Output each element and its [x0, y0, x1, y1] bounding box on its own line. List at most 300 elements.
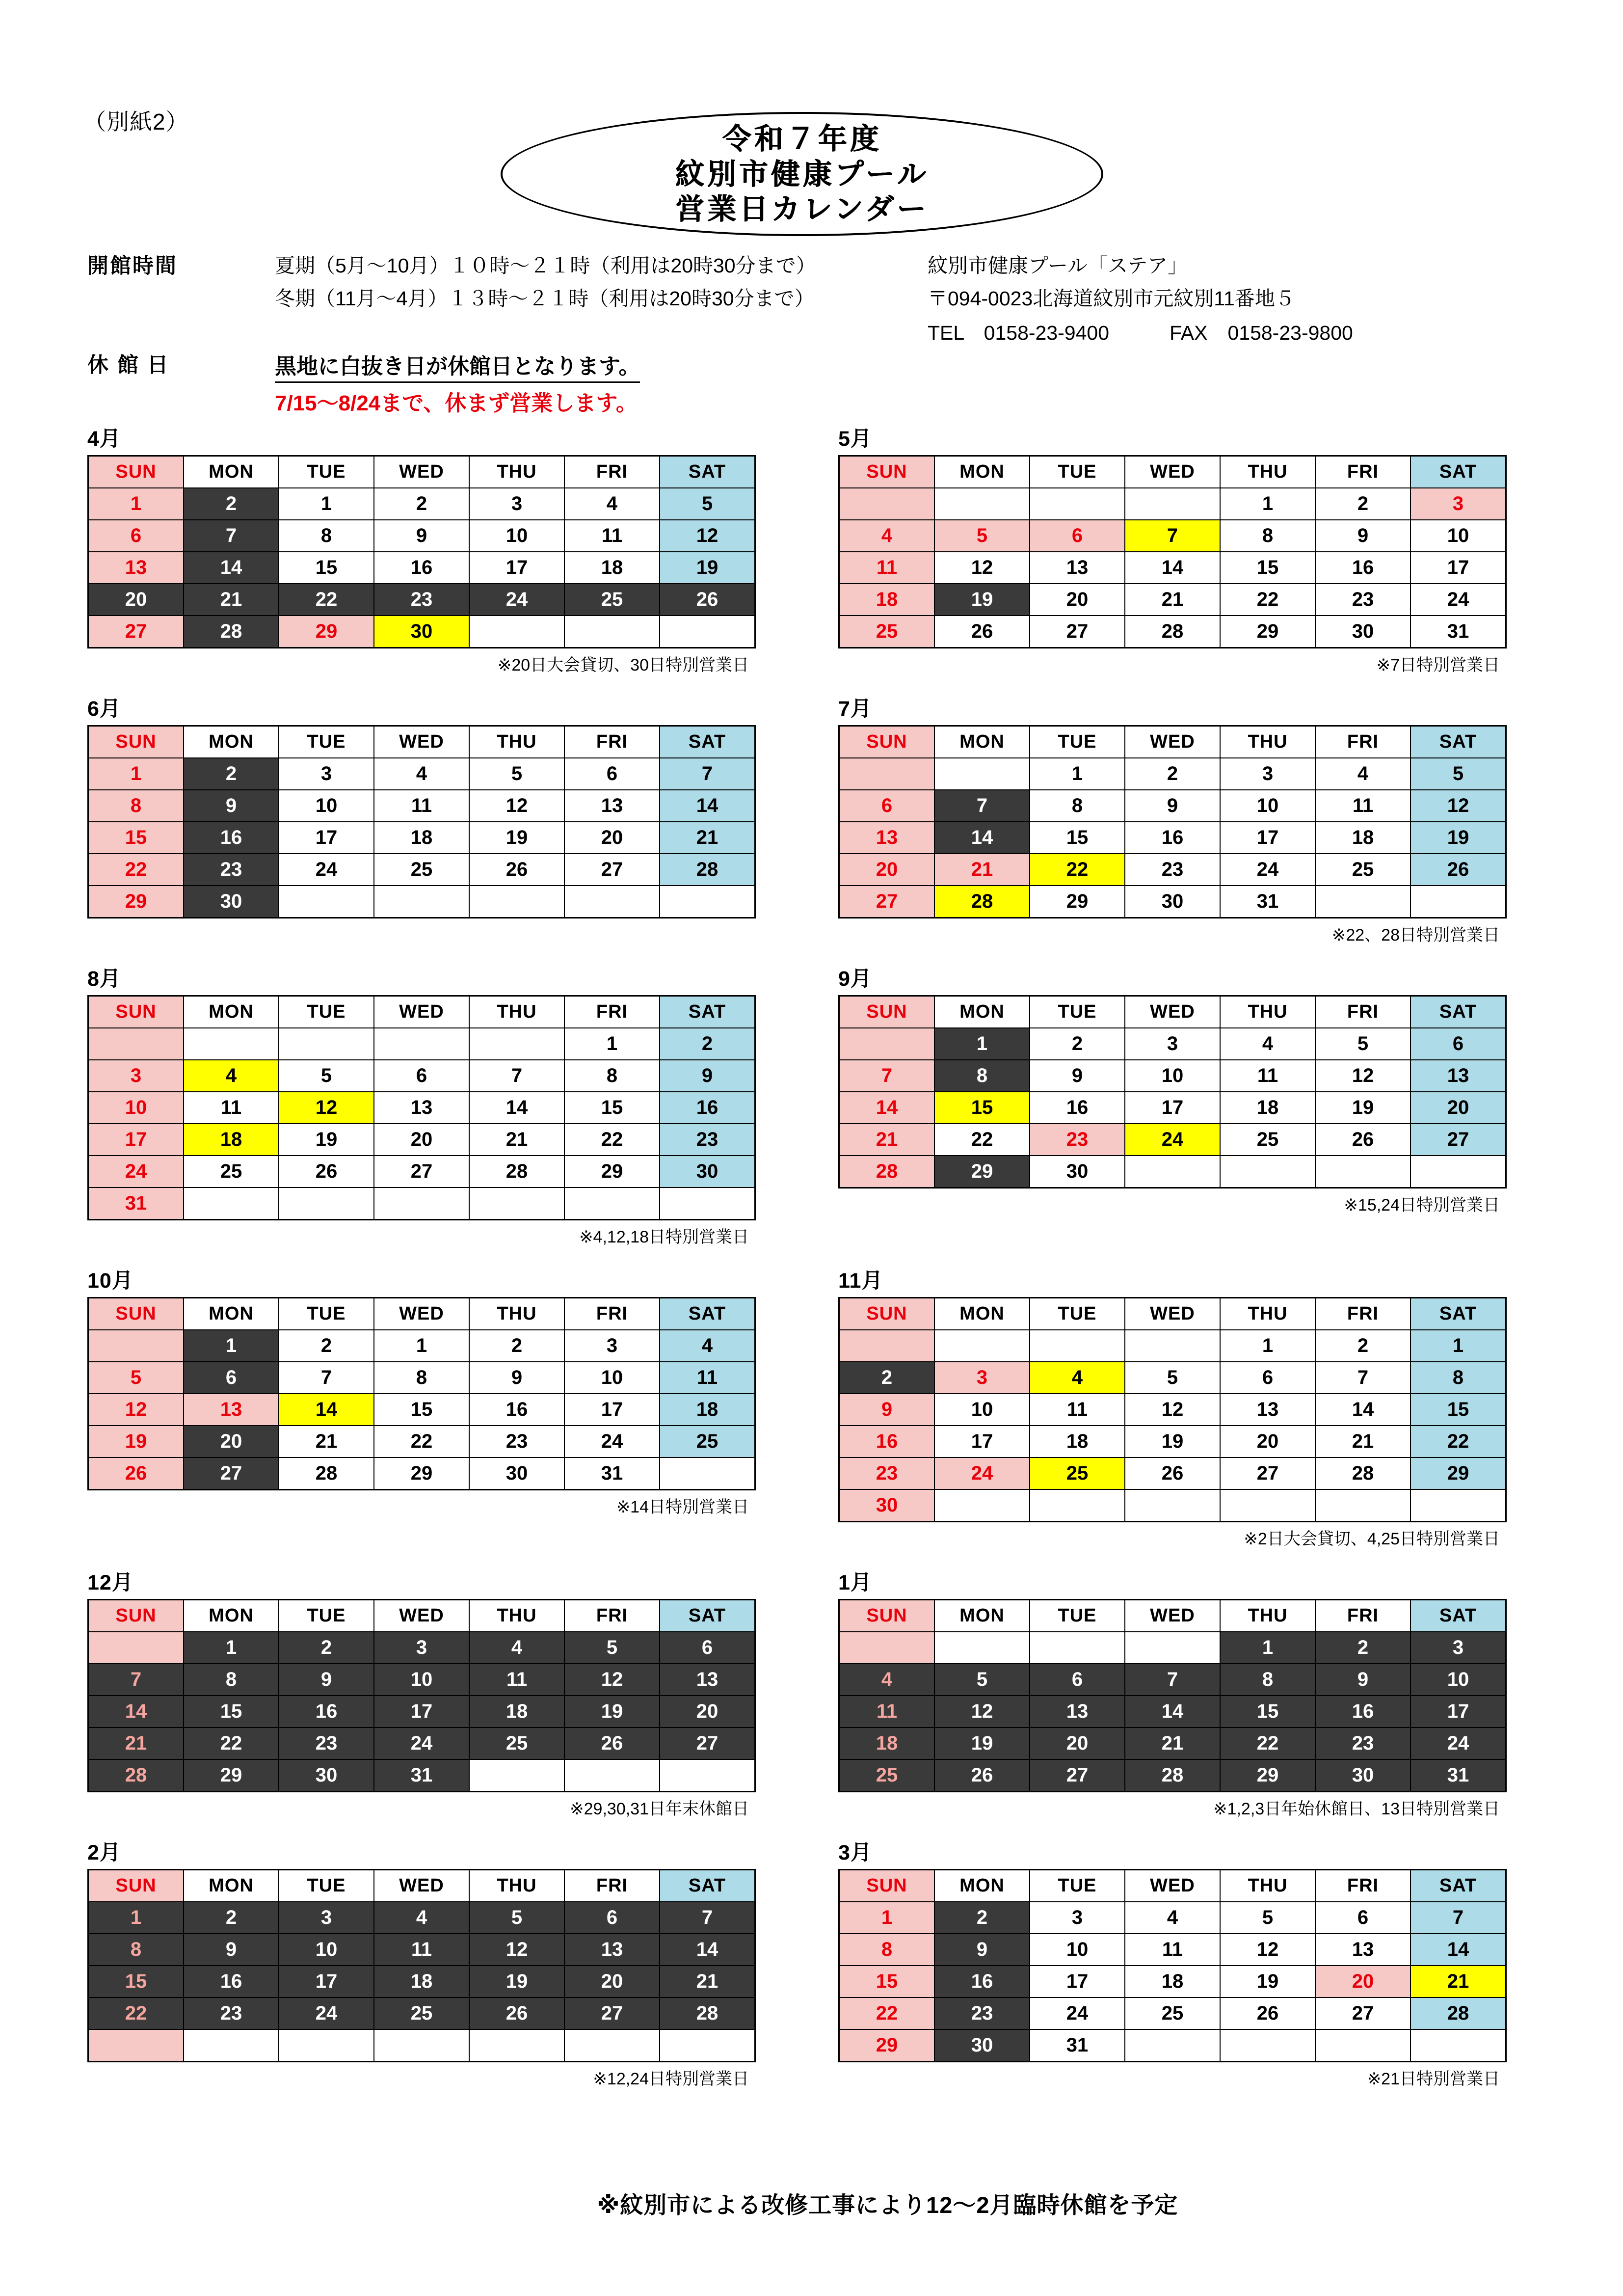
calendar-day-cell: 14 [660, 790, 755, 822]
calendar-day-cell: 11 [1030, 1394, 1125, 1426]
calendar-day-cell: 28 [1410, 1998, 1506, 2029]
calendar-week-row [88, 520, 755, 552]
weekday-header-sat: SAT [660, 1600, 755, 1632]
calendar-note: ※21日特別営業日 [1367, 2070, 1500, 2088]
weekday-header-sun: SUN [88, 996, 184, 1028]
calendar-day-cell: 20 [88, 584, 184, 616]
calendar-week-row [839, 1458, 1506, 1489]
calendar-day-cell: 27 [660, 1728, 755, 1759]
calendar-day-cell: 18 [660, 1394, 755, 1426]
weekday-header-fri: FRI [564, 1600, 660, 1632]
calendar-day-cell: 28 [839, 1156, 935, 1188]
calendar-day-cell: 30 [374, 616, 469, 648]
calendar-day-cell: 22 [1410, 1426, 1506, 1458]
open-hours-winter: 冬期（11月～4月）１３時～２１時（利用は20時30分まで） [275, 287, 815, 310]
calendar-day-cell: 5 [88, 1362, 184, 1394]
calendar-day-cell [839, 1632, 935, 1664]
calendar-day-cell: 3 [1410, 488, 1506, 520]
calendar-week-row [88, 1458, 755, 1490]
calendar-day-cell [469, 616, 564, 648]
calendar-week-row [839, 886, 1506, 918]
calendar-day-cell: 7 [279, 1362, 374, 1394]
calendar-day-cell: 8 [1410, 1362, 1506, 1394]
calendar-week-row [839, 1028, 1506, 1060]
calendar-day-cell: 18 [374, 1966, 469, 1998]
calendar-day-cell: 22 [934, 1124, 1030, 1156]
weekday-header-fri: FRI [1315, 1870, 1410, 1902]
calendar-header-row [88, 456, 755, 488]
calendar-day-cell: 13 [1220, 1394, 1315, 1426]
calendar-day-cell: 1 [374, 1330, 469, 1362]
calendar-day-cell: 23 [1125, 854, 1220, 886]
calendar-day-cell: 26 [934, 616, 1030, 648]
calendar-table [838, 455, 1507, 648]
calendar-column-left [0, 1836, 811, 2089]
calendar-day-cell: 30 [469, 1458, 564, 1490]
calendar-day-cell: 20 [564, 1966, 660, 1998]
calendar-day-cell: 12 [660, 520, 755, 552]
calendar-day-cell: 9 [1315, 1664, 1410, 1696]
calendar-column-right [811, 422, 1623, 675]
calendar-table [838, 995, 1507, 1189]
calendar-day-cell: 28 [1315, 1458, 1410, 1489]
calendar-day-cell: 27 [88, 616, 184, 648]
calendar-day-cell: 22 [1220, 1728, 1315, 1759]
calendar-day-cell: 19 [1125, 1426, 1220, 1458]
weekday-header-fri: FRI [564, 996, 660, 1028]
calendar-day-cell: 1 [564, 1028, 660, 1060]
calendar-day-cell: 12 [469, 1934, 564, 1966]
calendar-day-cell [1410, 886, 1506, 918]
calendar-table [838, 1599, 1507, 1792]
calendar-column-left [0, 962, 811, 1247]
calendar-area [0, 422, 1623, 2106]
calendar-block-7月 [838, 692, 1501, 945]
calendar-day-cell: 20 [1030, 1728, 1125, 1759]
calendar-day-cell: 16 [1125, 822, 1220, 854]
calendar-day-cell: 14 [469, 1092, 564, 1124]
weekday-header-fri: FRI [1315, 726, 1410, 758]
calendar-day-cell: 26 [1410, 854, 1506, 886]
calendar-day-cell: 2 [184, 1902, 279, 1934]
calendar-day-cell: 21 [1410, 1966, 1506, 1998]
calendar-day-cell [1315, 886, 1410, 918]
calendar-day-cell [469, 1028, 564, 1060]
calendar-week-row [88, 790, 755, 822]
calendar-row [0, 1566, 1623, 1819]
calendar-day-cell [279, 1188, 374, 1220]
calendar-day-cell: 18 [374, 822, 469, 854]
weekday-header-sat: SAT [1410, 996, 1506, 1028]
calendar-day-cell [934, 1632, 1030, 1664]
calendar-day-cell [1315, 2029, 1410, 2062]
calendar-day-cell: 11 [469, 1664, 564, 1696]
row-spacer [0, 1549, 1623, 1566]
calendar-day-cell: 4 [564, 488, 660, 520]
calendar-day-cell: 19 [934, 1728, 1030, 1759]
calendar-day-cell: 11 [1220, 1060, 1315, 1092]
calendar-day-cell: 4 [1125, 1902, 1220, 1934]
calendar-column-left [0, 1264, 811, 1549]
calendar-day-cell: 16 [374, 552, 469, 584]
calendar-week-row [839, 1060, 1506, 1092]
calendar-day-cell [1315, 1156, 1410, 1188]
calendar-day-cell: 6 [184, 1362, 279, 1394]
month-label: 8月 [87, 967, 121, 991]
calendar-day-cell: 26 [88, 1458, 184, 1490]
open-hours-summer: 夏期（5月～10月）１０時～２１時（利用は20時30分まで） [275, 254, 816, 277]
weekday-header-sat: SAT [1410, 1870, 1506, 1902]
weekday-header-wed: WED [374, 1870, 469, 1902]
weekday-header-sat: SAT [660, 726, 755, 758]
calendar-day-cell: 6 [660, 1632, 755, 1664]
calendar-day-cell: 13 [1030, 1696, 1125, 1728]
calendar-day-cell: 2 [184, 488, 279, 520]
calendar-day-cell: 2 [374, 488, 469, 520]
calendar-day-cell: 1 [279, 488, 374, 520]
month-label: 1月 [838, 1571, 872, 1594]
calendar-day-cell: 27 [564, 854, 660, 886]
calendar-day-cell: 30 [279, 1759, 374, 1792]
calendar-week-row [88, 584, 755, 616]
calendar-day-cell: 4 [1315, 758, 1410, 790]
calendar-day-cell: 3 [1030, 1902, 1125, 1934]
calendar-day-cell: 15 [934, 1092, 1030, 1124]
calendar-day-cell [839, 1330, 935, 1362]
calendar-day-cell: 11 [839, 1696, 935, 1728]
calendar-day-cell [1030, 1489, 1125, 1522]
calendar-week-row [839, 790, 1506, 822]
calendar-day-cell: 12 [934, 1696, 1030, 1728]
calendar-header-row [839, 456, 1506, 488]
calendar-day-cell: 15 [1410, 1394, 1506, 1426]
calendar-column-left [0, 692, 811, 945]
calendar-day-cell: 12 [1410, 790, 1506, 822]
weekday-header-thu: THU [1220, 1600, 1315, 1632]
calendar-day-cell: 6 [374, 1060, 469, 1092]
weekday-header-tue: TUE [1030, 996, 1125, 1028]
calendar-day-cell: 20 [1030, 584, 1125, 616]
calendar-day-cell: 17 [279, 822, 374, 854]
calendar-day-cell: 22 [184, 1728, 279, 1759]
calendar-day-cell [374, 886, 469, 918]
weekday-header-wed: WED [374, 1298, 469, 1330]
calendar-day-cell: 2 [469, 1330, 564, 1362]
calendar-week-row [839, 1362, 1506, 1394]
calendar-day-cell: 30 [660, 1156, 755, 1188]
calendar-day-cell [374, 2029, 469, 2062]
weekday-header-tue: TUE [1030, 456, 1125, 488]
calendar-day-cell: 29 [934, 1156, 1030, 1188]
calendar-day-cell: 8 [564, 1060, 660, 1092]
calendar-week-row [839, 1696, 1506, 1728]
calendar-header-row [88, 726, 755, 758]
calendar-day-cell: 14 [1125, 552, 1220, 584]
calendar-row [0, 692, 1623, 945]
calendar-week-row [839, 1156, 1506, 1188]
calendar-day-cell: 3 [1410, 1632, 1506, 1664]
facility-tel: TEL 0158-23-9400 FAX 0158-23-9800 [928, 322, 1353, 344]
calendar-day-cell: 16 [1315, 1696, 1410, 1728]
calendar-day-cell: 21 [660, 1966, 755, 1998]
calendar-day-cell: 25 [469, 1728, 564, 1759]
calendar-day-cell: 14 [1410, 1934, 1506, 1966]
calendar-day-cell: 29 [374, 1458, 469, 1490]
calendar-row [0, 1836, 1623, 2089]
calendar-day-cell: 26 [1220, 1998, 1315, 2029]
calendar-day-cell: 27 [1410, 1124, 1506, 1156]
calendar-day-cell: 29 [1220, 1759, 1315, 1792]
calendar-week-row [839, 1966, 1506, 1998]
calendar-day-cell: 21 [839, 1124, 935, 1156]
calendar-day-cell: 21 [184, 584, 279, 616]
calendar-header-row [839, 1298, 1506, 1330]
calendar-week-row [88, 1759, 755, 1792]
calendar-day-cell: 1 [88, 488, 184, 520]
calendar-day-cell: 11 [374, 1934, 469, 1966]
calendar-day-cell: 18 [839, 1728, 935, 1759]
title-ellipse [501, 112, 1103, 236]
calendar-day-cell: 11 [660, 1362, 755, 1394]
calendar-week-row [88, 822, 755, 854]
calendar-day-cell: 20 [184, 1426, 279, 1458]
calendar-day-cell: 11 [184, 1092, 279, 1124]
calendar-day-cell: 27 [1315, 1998, 1410, 2029]
calendar-day-cell: 7 [1315, 1362, 1410, 1394]
weekday-header-thu: THU [1220, 726, 1315, 758]
calendar-note: ※2日大会貸切、4,25日特別営業日 [1244, 1530, 1500, 1548]
calendar-day-cell: 25 [184, 1156, 279, 1188]
calendar-day-cell [1125, 1156, 1220, 1188]
calendar-day-cell: 22 [564, 1124, 660, 1156]
calendar-week-row [88, 886, 755, 918]
calendar-day-cell: 2 [839, 1362, 935, 1394]
calendar-day-cell: 5 [660, 488, 755, 520]
calendar-day-cell: 24 [1410, 1728, 1506, 1759]
calendar-day-cell: 7 [184, 520, 279, 552]
calendar-day-cell: 31 [88, 1188, 184, 1220]
calendar-day-cell: 5 [279, 1060, 374, 1092]
calendar-day-cell: 28 [88, 1759, 184, 1792]
calendar-day-cell: 26 [934, 1759, 1030, 1792]
calendar-day-cell: 7 [1125, 520, 1220, 552]
calendar-day-cell [660, 616, 755, 648]
calendar-header-row [839, 996, 1506, 1028]
calendar-day-cell: 31 [1410, 1759, 1506, 1792]
calendar-day-cell: 27 [184, 1458, 279, 1490]
calendar-day-cell: 9 [1125, 790, 1220, 822]
calendar-day-cell: 6 [1030, 520, 1125, 552]
weekday-header-fri: FRI [564, 456, 660, 488]
calendar-day-cell: 12 [88, 1394, 184, 1426]
calendar-day-cell: 9 [184, 1934, 279, 1966]
calendar-header-row [88, 996, 755, 1028]
calendar-day-cell: 22 [374, 1426, 469, 1458]
calendar-day-cell: 13 [184, 1394, 279, 1426]
calendar-block-8月 [87, 962, 750, 1247]
calendar-day-cell: 24 [934, 1458, 1030, 1489]
calendar-day-cell: 16 [934, 1966, 1030, 1998]
calendar-day-cell: 19 [660, 552, 755, 584]
calendar-day-cell [660, 1759, 755, 1792]
calendar-table [87, 995, 756, 1220]
calendar-day-cell: 8 [1220, 520, 1315, 552]
calendar-day-cell: 1 [184, 1330, 279, 1362]
calendar-day-cell: 23 [374, 584, 469, 616]
calendar-day-cell: 9 [839, 1394, 935, 1426]
calendar-day-cell: 30 [184, 886, 279, 918]
calendar-day-cell: 3 [1125, 1028, 1220, 1060]
calendar-week-row [88, 758, 755, 790]
calendar-week-row [839, 1998, 1506, 2029]
weekday-header-tue: TUE [279, 1298, 374, 1330]
calendar-day-cell: 25 [839, 616, 935, 648]
weekday-header-thu: THU [1220, 1870, 1315, 1902]
calendar-day-cell: 14 [660, 1934, 755, 1966]
calendar-day-cell: 5 [934, 520, 1030, 552]
month-label: 11月 [838, 1269, 883, 1293]
weekday-header-mon: MON [184, 456, 279, 488]
calendar-day-cell: 26 [660, 584, 755, 616]
calendar-day-cell: 3 [279, 758, 374, 790]
calendar-day-cell: 10 [1410, 1664, 1506, 1696]
calendar-day-cell: 20 [1315, 1966, 1410, 1998]
calendar-day-cell: 28 [1125, 616, 1220, 648]
calendar-table [87, 455, 756, 648]
calendar-day-cell [660, 886, 755, 918]
calendar-day-cell: 2 [1315, 1632, 1410, 1664]
calendar-day-cell: 12 [1220, 1934, 1315, 1966]
calendar-day-cell [564, 616, 660, 648]
calendar-week-row [839, 1632, 1506, 1664]
weekday-header-tue: TUE [1030, 1600, 1125, 1632]
calendar-day-cell: 27 [1030, 616, 1125, 648]
calendar-day-cell: 21 [1125, 584, 1220, 616]
calendar-day-cell: 10 [1125, 1060, 1220, 1092]
calendar-day-cell [1410, 1156, 1506, 1188]
calendar-week-row [839, 1489, 1506, 1522]
row-spacer [0, 1247, 1623, 1264]
weekday-header-sun: SUN [88, 1298, 184, 1330]
calendar-day-cell: 20 [1220, 1426, 1315, 1458]
calendar-day-cell: 26 [564, 1728, 660, 1759]
calendar-day-cell: 30 [839, 1489, 935, 1522]
calendar-week-row [839, 758, 1506, 790]
calendar-block-9月 [838, 962, 1501, 1216]
weekday-header-wed: WED [1125, 1298, 1220, 1330]
calendar-day-cell: 18 [564, 552, 660, 584]
calendar-day-cell: 12 [564, 1664, 660, 1696]
calendar-day-cell: 2 [1030, 1028, 1125, 1060]
calendar-day-cell: 3 [279, 1902, 374, 1934]
calendar-day-cell: 12 [1125, 1394, 1220, 1426]
calendar-day-cell [1410, 1489, 1506, 1522]
calendar-day-cell: 11 [1125, 1934, 1220, 1966]
calendar-day-cell: 17 [469, 552, 564, 584]
calendar-day-cell: 8 [1030, 790, 1125, 822]
calendar-week-row [88, 1060, 755, 1092]
calendar-block-10月 [87, 1264, 750, 1517]
calendar-day-cell [934, 758, 1030, 790]
calendar-day-cell: 16 [184, 822, 279, 854]
calendar-day-cell: 10 [934, 1394, 1030, 1426]
weekday-header-sat: SAT [1410, 1600, 1506, 1632]
calendar-day-cell: 4 [839, 1664, 935, 1696]
calendar-day-cell: 8 [374, 1362, 469, 1394]
calendar-day-cell: 7 [469, 1060, 564, 1092]
calendar-day-cell: 12 [934, 552, 1030, 584]
calendar-day-cell: 1 [1220, 1330, 1315, 1362]
calendar-day-cell: 9 [1315, 520, 1410, 552]
calendar-day-cell: 23 [1315, 1728, 1410, 1759]
weekday-header-mon: MON [934, 726, 1030, 758]
weekday-header-sat: SAT [660, 996, 755, 1028]
calendar-day-cell: 31 [374, 1759, 469, 1792]
calendar-day-cell: 1 [1410, 1330, 1506, 1362]
calendar-day-cell: 22 [839, 1998, 935, 2029]
calendar-day-cell: 22 [1220, 584, 1315, 616]
calendar-day-cell: 9 [660, 1060, 755, 1092]
calendar-day-cell [660, 1458, 755, 1490]
weekday-header-sun: SUN [839, 1298, 935, 1330]
calendar-day-cell: 1 [1220, 488, 1315, 520]
calendar-day-cell: 6 [564, 758, 660, 790]
calendar-day-cell: 25 [564, 584, 660, 616]
calendar-day-cell: 24 [469, 584, 564, 616]
calendar-week-row [88, 1728, 755, 1759]
calendar-day-cell: 29 [564, 1156, 660, 1188]
weekday-header-mon: MON [934, 1298, 1030, 1330]
calendar-day-cell: 14 [88, 1696, 184, 1728]
calendar-day-cell: 1 [934, 1028, 1030, 1060]
calendar-block-11月 [838, 1264, 1501, 1549]
calendar-day-cell [660, 1188, 755, 1220]
calendar-day-cell: 10 [88, 1092, 184, 1124]
calendar-day-cell [1410, 2029, 1506, 2062]
calendar-day-cell: 8 [1220, 1664, 1315, 1696]
calendar-day-cell: 5 [564, 1632, 660, 1664]
calendar-day-cell: 25 [1030, 1458, 1125, 1489]
calendar-day-cell [469, 1759, 564, 1792]
calendar-day-cell [564, 2029, 660, 2062]
calendar-day-cell: 31 [564, 1458, 660, 1490]
calendar-day-cell: 26 [279, 1156, 374, 1188]
calendar-day-cell: 23 [184, 854, 279, 886]
weekday-header-fri: FRI [1315, 1298, 1410, 1330]
calendar-day-cell: 18 [469, 1696, 564, 1728]
calendar-column-right [811, 962, 1623, 1247]
calendar-table [87, 725, 756, 918]
calendar-day-cell: 8 [934, 1060, 1030, 1092]
calendar-day-cell: 21 [1315, 1426, 1410, 1458]
weekday-header-mon: MON [184, 1298, 279, 1330]
calendar-note: ※4,12,18日特別営業日 [579, 1228, 749, 1246]
calendar-column-left [0, 1566, 811, 1819]
calendar-day-cell [839, 758, 935, 790]
calendar-day-cell: 1 [1030, 758, 1125, 790]
calendar-day-cell: 9 [1030, 1060, 1125, 1092]
calendar-week-row [88, 854, 755, 886]
calendar-day-cell: 2 [1315, 488, 1410, 520]
weekday-header-wed: WED [374, 456, 469, 488]
calendar-day-cell: 21 [469, 1124, 564, 1156]
calendar-day-cell [88, 2029, 184, 2062]
calendar-day-cell [469, 1188, 564, 1220]
calendar-day-cell: 7 [88, 1664, 184, 1696]
calendar-day-cell: 21 [660, 822, 755, 854]
calendar-day-cell: 5 [1315, 1028, 1410, 1060]
calendar-day-cell: 6 [839, 790, 935, 822]
